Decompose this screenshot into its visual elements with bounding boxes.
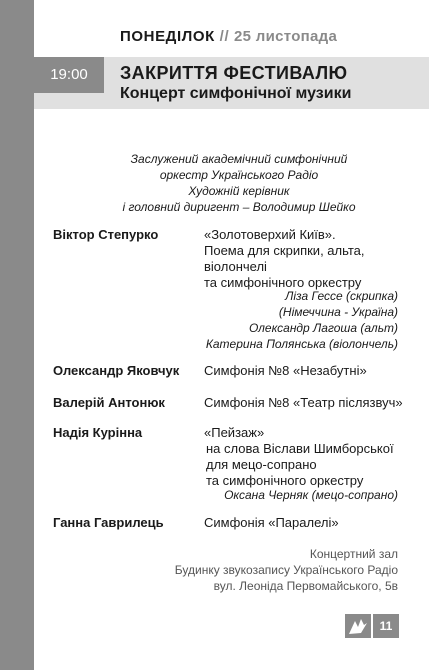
work-line: та симфонічного оркестру — [206, 473, 364, 488]
composer-name: Валерій Антонюк — [53, 395, 165, 410]
work-line: та симфонічного оркестру — [204, 275, 362, 290]
performer-line: Ліза Гессе (скрипка) — [285, 289, 398, 303]
work-line: Поема для скрипки, альта, — [204, 243, 365, 258]
intro-line: Заслужений академічний симфонічний — [130, 152, 348, 166]
page-header — [120, 28, 337, 45]
intro-line: і головний диригент – Володимир Шейко — [122, 200, 356, 214]
work-line: «Золотоверхий Київ». — [204, 227, 336, 242]
work-description — [206, 441, 394, 489]
event-subtitle: Концерт симфонічної музики — [120, 85, 352, 102]
venue-line: Концертний зал — [309, 547, 398, 561]
work-title — [204, 425, 264, 441]
venue-line: вул. Леоніда Первомайського, 5в — [213, 579, 398, 593]
intro-line: оркестр Українського Радіо — [159, 168, 319, 182]
side-band — [0, 0, 34, 670]
event-title: ЗАКРИТТЯ ФЕСТИВАЛЮ — [120, 63, 348, 83]
composer-name: Олександр Яковчук — [53, 363, 180, 378]
work-line: Симфонія №8 «Театр післязвуч» — [204, 395, 403, 410]
performer-line: Катерина Полянська (віолончель) — [205, 337, 398, 351]
work-line: Симфонія №8 «Незабутні» — [204, 363, 367, 378]
performer-line: (Німеччина - Україна) — [278, 305, 398, 319]
work-line: віолончелі — [204, 259, 267, 274]
work-title — [204, 227, 365, 291]
performers — [224, 487, 398, 503]
bird-logo-icon — [345, 614, 371, 638]
event-time: 19:00 — [34, 57, 104, 93]
work-line: «Пейзаж» — [204, 425, 265, 440]
work-line: для мецо-сопрано — [206, 457, 317, 472]
composer-name: Ганна Гаврилець — [53, 515, 164, 530]
header-day: ПОНЕДІЛОК — [120, 28, 215, 45]
intro-line: Художній керівник — [188, 184, 290, 198]
page-number: 11 — [373, 614, 399, 638]
venue-address — [175, 546, 398, 594]
work-title — [204, 515, 339, 531]
performer-line: Оксана Черняк (мецо-сопрано) — [224, 488, 398, 502]
performer-line: Олександр Лагоша (альт) — [248, 321, 398, 335]
header-date: 25 листопада — [234, 28, 338, 45]
composer-name: Віктор Степурко — [53, 227, 159, 242]
performers — [206, 288, 398, 352]
work-line: на слова Віслави Шимборської — [206, 441, 394, 456]
composer-name: Надія Курінна — [53, 425, 143, 440]
work-line: Симфонія «Паралелі» — [204, 515, 339, 530]
work-title — [204, 395, 403, 411]
orchestra-intro — [104, 151, 374, 215]
work-title — [204, 363, 367, 379]
venue-line: Будинку звукозапису Українського Радіо — [174, 563, 398, 577]
header-separator: // — [219, 28, 230, 45]
